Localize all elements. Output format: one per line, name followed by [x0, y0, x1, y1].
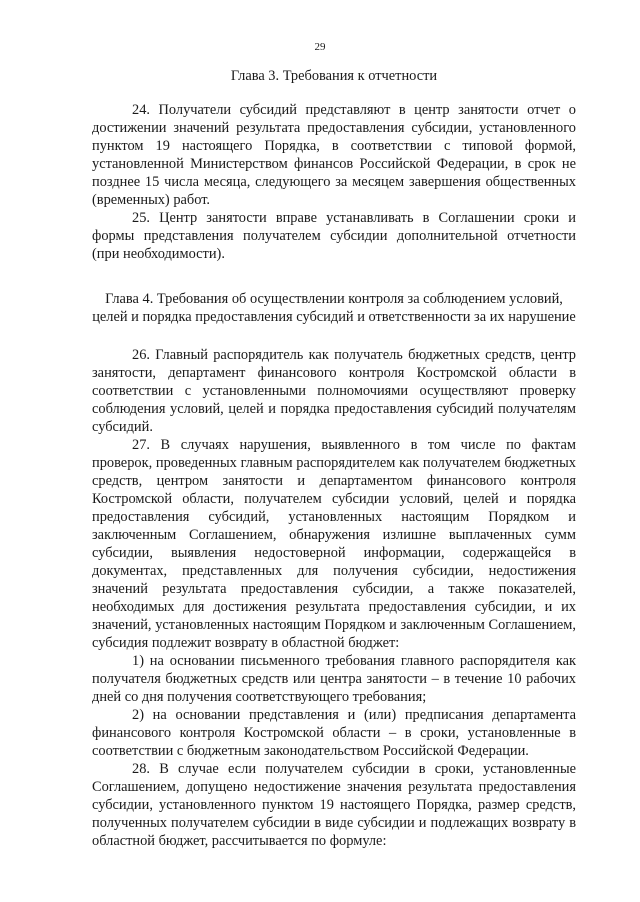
- paragraph-24: 24. Получатели субсидий представляют в центр занятости отчет о достижении значений результата предоставления субсидии, установленного пунктом 19 настоящего Порядка, в соответствии с типовой формой, установленной Министерством финансов Российской Федерации, в срок не позднее 15 числа месяца, следующего за месяцем завершения общественных (временных) работ.: [92, 102, 576, 208]
- chapter-3-title: Глава 3. Требования к отчетности: [230, 68, 438, 84]
- paragraph-27-item-1: 1) на основании письменного требования главного распорядителя как получателя бюджетных средств или центра занятости – в течение 10 рабочих дней со дня получения соответствующего требования;: [92, 653, 576, 705]
- paragraph-28: 28. В случае если получателем субсидии в сроки, установленные Соглашением, допущено недостижение значения результата предоставления субсидии, установленного пунктом 19 настоящего Порядка, размер средств, полученных получателем субсидии в виде субсидии и подлежащих возврату в областной бюджет, рассчитывается по формуле:: [92, 761, 576, 849]
- chapter-4-title: Глава 4. Требования об осуществлении контроля за соблюдением условий, целей и порядка предоставления субсидий и ответственности за их нарушение: [92, 291, 576, 325]
- paragraph-25: 25. Центр занятости вправе устанавливать в Соглашении сроки и формы представления получателем субсидии дополнительной отчетности (при необходимости).: [92, 210, 576, 262]
- page-number: 29: [314, 41, 326, 53]
- page-content: [92, 67, 576, 850]
- paragraph-27-item-2: 2) на основании представления и (или) предписания департамента финансового контроля Костромской области – в сроки, установленные в соответствии с бюджетным законодательством Российской Федерации.: [92, 707, 576, 759]
- paragraph-27: 27. В случаях нарушения, выявленного в том числе по фактам проверок, проведенных главным распорядителем как получателем бюджетных средств, центром занятости и департаментом финансового контроля Костромской области, получателем субсидии условий, целей и порядка предоставления субсидий, установленных настоящим Порядком и заключенным Соглашением, обнаружения излишне выплаченных сумм субсидии, выявления недостоверной информации, содержащейся в документах, представленных для получения субсидии, недостижения значений результата предоставления субсидии, а также показателей, необходимых для достижения результата предоставления субсидии, и их значений, установленных настоящим Порядком и заключенным Соглашением, субсидия подлежит возврату в областной бюджет:: [92, 437, 576, 651]
- paragraph-26: 26. Главный распорядитель как получатель бюджетных средств, центр занятости, департамент финансового контроля Костромской области в соответствии с установленными полномочиями осуществляют проверку соблюдения условий, целей и порядка предоставления субсидий получателям субсидий.: [92, 347, 576, 435]
